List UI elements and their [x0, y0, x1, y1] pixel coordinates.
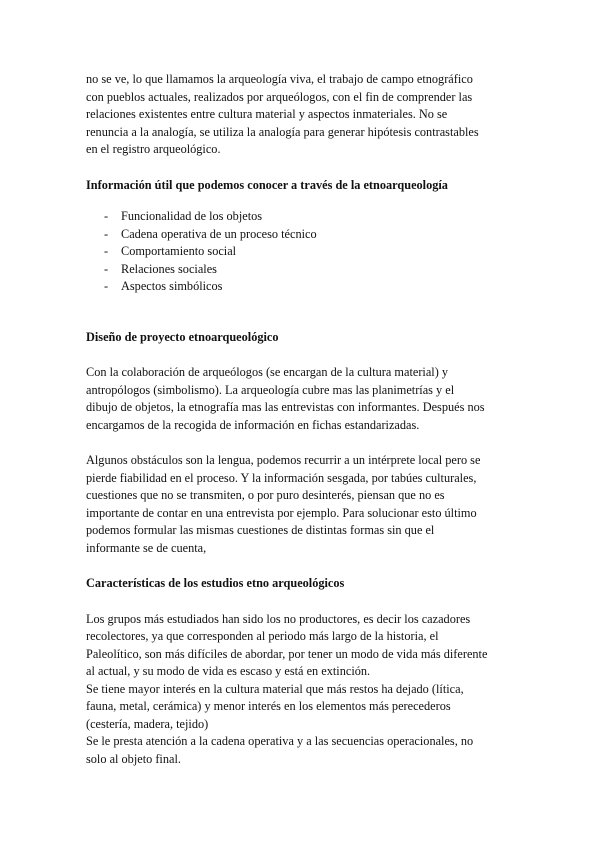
- list-item: [86, 226, 526, 244]
- info-heading: Información útil que podemos conocer a través de la etnoarqueología: [86, 177, 448, 192]
- text-line: solo al objeto final.: [86, 751, 181, 766]
- text-line: no se ve, lo que llamamos la arqueología viva, el trabajo de campo etnográfico: [86, 72, 473, 86]
- text-line: Los grupos más estudiados han sido los no productores, es decir los cazadores: [86, 611, 471, 626]
- text-line: Se tiene mayor interés en la cultura material que más restos ha dejado (lítica,: [86, 681, 464, 696]
- characteristics-paragraph-3: [86, 733, 526, 768]
- text-line: antropólogos (simbolismo). La arqueología cubre mas las planimetrías y el: [86, 382, 455, 397]
- dash-bullet: -: [104, 209, 109, 223]
- text-line: (cestería, madera, tejido): [86, 716, 209, 731]
- intro-paragraph: [86, 71, 526, 159]
- text-line: al actual, y su modo de vida es escaso y está en extinción.: [86, 664, 371, 678]
- text-line: Con la colaboración de arqueólogos (se encargan de la cultura material) y: [86, 365, 449, 379]
- list-item: [86, 278, 526, 296]
- text-line: dibujo de objetos, la etnografía mas las entrevistas con informantes. Después nos: [86, 400, 485, 414]
- text-line: relaciones existentes entre cultura material y aspectos inmateriales. No se: [86, 107, 448, 121]
- list-item: [86, 261, 526, 279]
- list-item-text: Aspectos simbólicos: [121, 279, 223, 293]
- text-line: pierde fiabilidad en el proceso. Y la información sesgada, por tabúes culturales,: [86, 470, 477, 485]
- document-page: [86, 71, 526, 768]
- text-line: cuestiones que no se transmiten, o por puro desinterés, piensan que no es: [86, 488, 445, 502]
- design-paragraph-1: [86, 364, 526, 434]
- text-line: Paleolítico, son más difíciles de abordar, por tener un modo de vida más diferente: [86, 646, 488, 661]
- text-line: recolectores, ya que corresponden al periodo más largo de la historia, el: [86, 629, 439, 643]
- text-line: fauna, metal, cerámica) y menor interés en los elementos más perecederos: [86, 699, 451, 713]
- characteristics-paragraph-1: [86, 611, 526, 681]
- text-line: renuncia a la analogía, se utiliza la analogía para generar hipótesis contrastables: [86, 124, 479, 139]
- list-item-text: Funcionalidad de los objetos: [121, 209, 263, 223]
- dash-bullet: -: [104, 244, 109, 258]
- list-item: [86, 243, 526, 261]
- text-line: informante se de cuenta,: [86, 540, 207, 555]
- design-paragraph-2: [86, 452, 526, 557]
- info-list: [86, 208, 526, 296]
- text-line: encargamos de la recogida de información en fichas estandarizadas.: [86, 417, 420, 432]
- text-line: Algunos obstáculos son la lengua, podemos recurrir a un intérprete local pero se: [86, 453, 481, 467]
- list-item-text: Comportamiento social: [121, 244, 237, 258]
- dash-bullet: -: [104, 279, 109, 293]
- text-line: con pueblos actuales, realizados por arqueólogos, con el fin de comprender las: [86, 89, 473, 104]
- list-item-text: Relaciones sociales: [121, 261, 217, 276]
- characteristics-paragraph-2: [86, 681, 526, 734]
- text-line: importante de contar en una entrevista por ejemplo. Para solucionar esto último: [86, 505, 477, 520]
- design-heading: Diseño de proyecto etnoarqueológico: [86, 329, 279, 344]
- dash-bullet: -: [104, 226, 109, 241]
- dash-bullet: -: [104, 261, 109, 276]
- list-item: [86, 208, 526, 226]
- text-line: Se le presta atención a la cadena operativa y a las secuencias operacionales, no: [86, 734, 474, 748]
- list-item-text: Cadena operativa de un proceso técnico: [121, 226, 317, 241]
- characteristics-heading: Características de los estudios etno arqueológicos: [86, 576, 345, 590]
- text-line: en el registro arqueológico.: [86, 142, 221, 156]
- text-line: podemos formular las mismas cuestiones de distintas formas sin que el: [86, 523, 435, 537]
